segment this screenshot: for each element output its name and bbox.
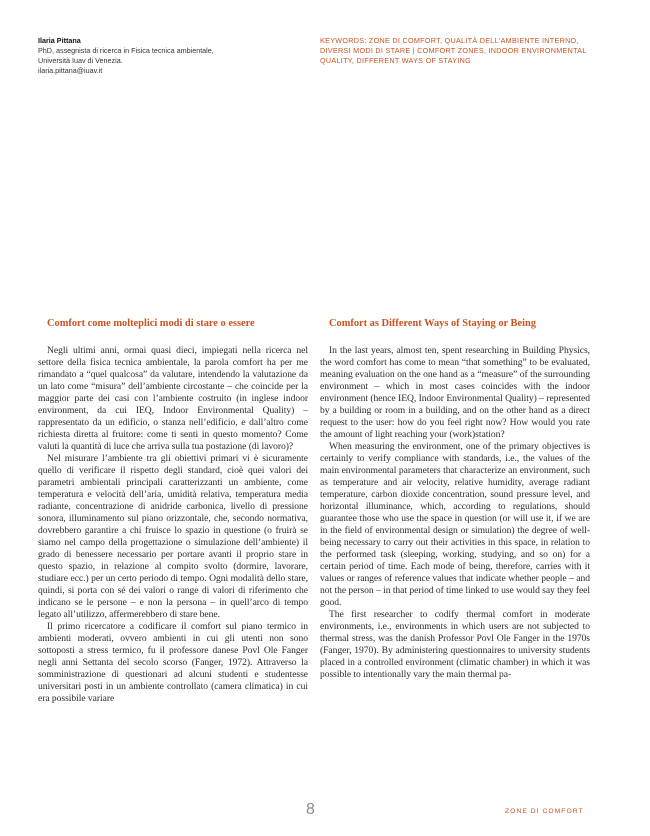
italian-paragraph-2: Nel misurare l’ambiente tra gli obiettivi primari vi è sicuramente quello di verificare il rispetto degli standard, cioè quei valori dei parametri ambientali principali caratterizzanti un ambiente, come temperatura e velocità dell’aria, umidità relativa, temperatura media radiante, concentrazione di anidride carbonica, livello di pressione sonora, illuminamento sul piano orizzontale, che, secondo normativa, dovrebbero garantire a chi fruisce lo spazio in questione (o fruirà se siamo nel campo della progettazione o simulazione dell’ambiente) il grado di benessere necessario per portare avanti il proprio stare in questo spazio, in relazione al compito svolto (dormire, lavorare, studiare ecc.) per un certo periodo di tempo. Ogni modalità dello stare, quindi, si porta con sé dei valori o range di valori di riferimento che indicano se le persone – e non la persona – in quell’arco di tempo legato all’utilizzo, affermerebbero di stare bene. [38,453,308,620]
english-paragraph-1: In the last years, almost ten, spent researching in Building Physics, the word comfort has come to mean “that something” to be evaluated, meaning evaluation on the one hand as a “measure” of the surrounding environment – which in most cases coincides with the indoor environment (hence IEQ, Indoor Environmental Quality) – represented by a building or room in a building, and on the other hand as a direct request to the user: how do you feel right now? How would you rate the amount of light reaching your (work)station? [320,345,590,440]
english-column [320,318,590,681]
english-paragraph-2: When measuring the environment, one of the primary objectives is certainly to verify compliance with standards, i.e., the values of the main environmental parameters that characterize an environment, such as temperature and air velocity, relative humidity, average radiant temperature, carbon dioxide concentration, sound pressure level, and horizontal illuminance, which, according to regulations, should guarantee those who use the space in question (or will use it, if we are in the field of environmental design or simulation) the degree of well-being necessary to carry out their activities in this space, in relation to the performed task (sleeping, working, studying, and so on) for a certain period of time. Each mode of being, therefore, carries with it values or ranges of reference values that indicate whether people – and not the person – in that period of time linked to use would say they feel good. [320,441,590,608]
english-paragraph-3: The first researcher to codify thermal comfort in moderate environments, i.e., environments in which users are not subjected to thermal stress, was the danish Professor Povl Ole Fanger in the 1970s (Fanger, 1970). By administering questionnaires to university students placed in a controlled environment (climatic chamber) in which it was possible to intentionally vary the main thermal pa- [320,609,590,680]
italian-column [38,318,308,705]
author-name: Ilaria Pittana [38,36,81,45]
keywords: KEYWORDS: ZONE DI COMFORT, QUALITÀ DELL'AMBIENTE INTERNO, DIVERSI MODI DI STARE | COMFORT ZONES, INDOOR ENVIRONMENTAL QUALITY, DIFFERENT WAYS OF STAYING [320,36,587,65]
author-block [38,36,288,76]
english-heading: Comfort as Different Ways of Staying or Being [329,318,536,329]
italian-heading: Comfort come molteplici modi di stare o essere [47,318,255,329]
author-affiliation-line1: PhD, assegnista di ricerca in Fisica tecnica ambientale, [38,46,214,55]
footer-section-label: ZONE DI COMFORT [505,808,584,815]
page-number: 8 [306,801,315,818]
italian-paragraph-1: Negli ultimi anni, ormai quasi dieci, impiegati nella ricerca nel settore della fisica tecnica ambientale, la parola comfort ha per me rimandato a “quel qualcosa” da valutare, intendendo la valutazione da un lato come “misura” dell’ambiente circostante – che coincide per la maggior parte dei casi con l’ambiente costruito (in inglese indoor environment, da cui IEQ, Indoor Environmental Quality) – rappresentato da un edificio, o stanza nell’edificio, e dall’altro come richiesta diretta al fruitore: come ti senti in questo momento? Come valuti la quantità di luce che arriva sulla tua postazione (di lavoro)? [38,345,308,452]
italian-paragraph-3: Il primo ricercatore a codificare il comfort sul piano termico in ambienti moderati, ovvero ambienti in cui gli utenti non sono sottoposti a stress termico, fu il professore danese Povl Ole Fanger negli anni Settanta del secolo scorso (Fanger, 1972). Attraverso la somministrazione di questionari ad alcuni studenti e studentesse universitari posti in un ambiente controllato (camera climatica) in cui era possibile variare [38,621,308,704]
author-affiliation-line2: Università Iuav di Venezia. [38,56,123,65]
author-email: ilaria.pittana@iuav.it [38,66,103,75]
